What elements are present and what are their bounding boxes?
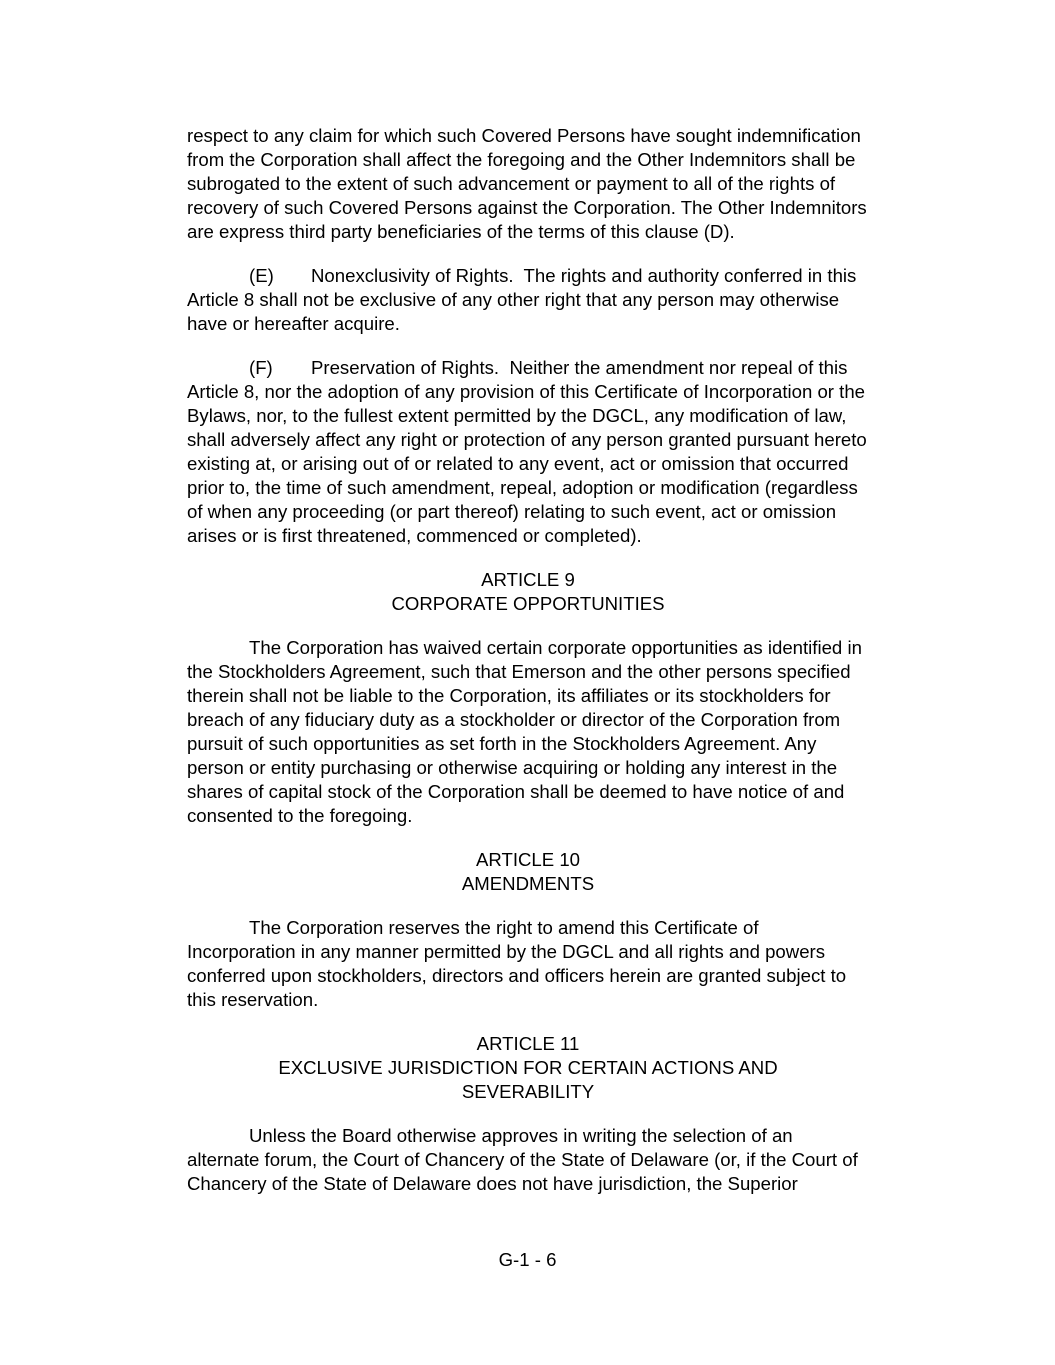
- article-9-title: CORPORATE OPPORTUNITIES: [391, 593, 665, 614]
- paragraph-f-label: (F): [249, 357, 273, 378]
- article-11-title-line-2: SEVERABILITY: [461, 1081, 595, 1102]
- article-10-paragraph: The Corporation reserves the right to amend this Certificate of Incorporation in any manner permitted by the DGCL and all rights and powers conferred upon stockholders, directors and officers herein are granted subject to this reservation.: [187, 917, 847, 1010]
- paragraph-f-text: Neither the amendment nor repeal of this Article 8, nor the adoption of any provision of this Certificate of Incorporation or the Bylaws, nor, to the fullest extent permitted by the DGCL, any modification of law, shall adversely affect any right or protection of any person granted pursuant hereto existing at, or arising out of or related to any event, act or omission that occurred prior to, the time of such amendment, repeal, adoption or modification (regardless of when any proceeding (or part thereof) relating to such event, act or omission arises or is first threatened, commenced or completed).: [187, 357, 867, 546]
- article-11-title-line-1: EXCLUSIVE JURISDICTION FOR CERTAIN ACTIONS AND: [278, 1057, 778, 1078]
- article-11-heading: [187, 1032, 869, 1104]
- article-10-title: AMENDMENTS: [461, 873, 595, 894]
- paragraph-e-text: The rights and authority conferred in this Article 8 shall not be exclusive of any other right that any person may otherwise have or hereafter acquire.: [187, 265, 857, 334]
- article-10-number: ARTICLE 10: [475, 849, 581, 870]
- article-9-heading: [187, 568, 869, 616]
- continuation-paragraph: respect to any claim for which such Covered Persons have sought indemnification from the Corporation shall affect the foregoing and the Other Indemnitors shall be subrogated to the extent of such advancement or payment to all of the rights of recovery of such Covered Persons against the Corporation. The Other Indemnitors are express third party beneficiaries of the terms of this clause (D).: [187, 125, 867, 242]
- paragraph-f: [187, 356, 869, 548]
- article-11-paragraph: Unless the Board otherwise approves in writing the selection of an alternate forum, the Court of Chancery of the State of Delaware (or, if the Court of Chancery of the State of Delaware does not have jurisdiction, the Superior: [187, 1125, 858, 1194]
- paragraph-e-title: Nonexclusivity of Rights.: [311, 265, 514, 286]
- article-9-paragraph: The Corporation has waived certain corporate opportunities as identified in the Stockholders Agreement, such that Emerson and the other persons specified therein shall not be liable to the Corporation, its affiliates or its stockholders for breach of any fiduciary duty as a stockholder or director of the Corporation from pursuit of such opportunities as set forth in the Stockholders Agreement. Any person or entity purchasing or otherwise acquiring or holding any interest in the shares of capital stock of the Corporation shall be deemed to have notice of and consented to the foregoing.: [187, 637, 862, 826]
- article-9-number: ARTICLE 9: [481, 569, 575, 590]
- article-10-heading: [187, 848, 869, 896]
- paragraph-f-title: Preservation of Rights.: [311, 357, 500, 378]
- paragraph-e-label: (E): [249, 265, 274, 286]
- page-body: [187, 124, 869, 1216]
- article-11-number: ARTICLE 11: [476, 1033, 580, 1054]
- page-number: G-1 - 6: [498, 1249, 557, 1270]
- paragraph-e: [187, 264, 869, 336]
